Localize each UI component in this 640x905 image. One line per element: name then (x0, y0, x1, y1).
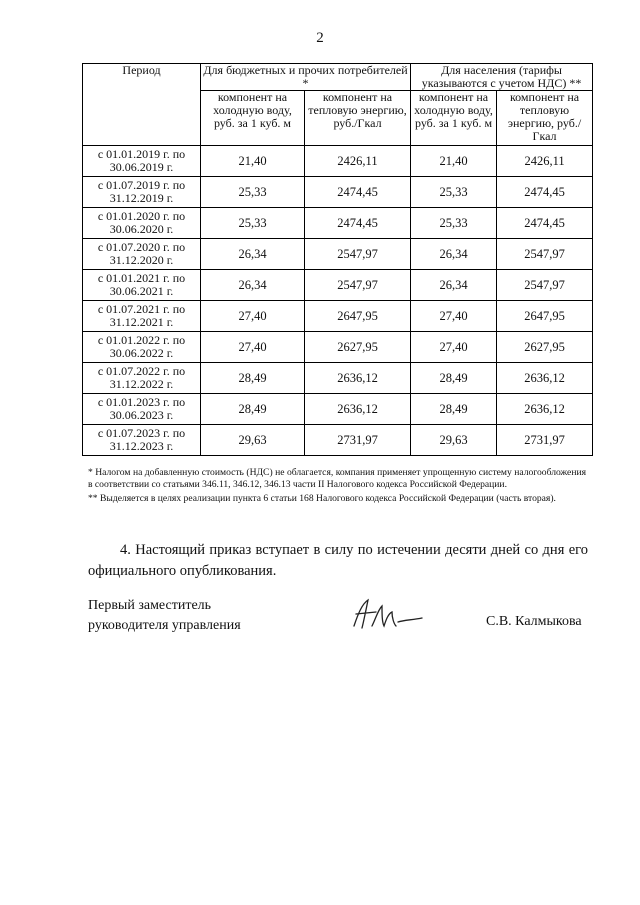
budget-cold-cell: 26,34 (201, 270, 305, 301)
footnote-vat-allocated: ** Выделяется в целях реализации пункта 6 статьи 168 Налогового кодекса Российской Федерации (часть вторая). (88, 493, 556, 504)
budget-heat-cell: 2474,45 (305, 208, 411, 239)
clause-4: 4. Настоящий приказ вступает в силу по истечении десяти дней со дня его официального опубликования. (88, 542, 588, 579)
budget-heat-cell: 2636,12 (305, 363, 411, 394)
population-cold-cell: 27,40 (411, 332, 497, 363)
table-row (83, 239, 593, 270)
signatory-title-line1: Первый заместитель (88, 598, 212, 613)
signatory-title (88, 596, 241, 636)
signatory-title-line2: руководителя управления (88, 618, 241, 633)
population-heat-cell: 2627,95 (497, 332, 593, 363)
header-population-heat-energy: компонент на тепловую энергию, руб./Гкал (497, 91, 593, 146)
period-cell: с 01.07.2022 г. по 31.12.2022 г. (83, 363, 201, 394)
budget-cold-cell: 28,49 (201, 363, 305, 394)
footnotes (88, 467, 586, 507)
population-cold-cell: 21,40 (411, 146, 497, 177)
period-cell: с 01.01.2023 г. по 30.06.2023 г. (83, 394, 201, 425)
signer-name: С.В. Калмыкова (486, 614, 582, 629)
population-heat-cell: 2647,95 (497, 301, 593, 332)
period-cell: с 01.01.2019 г. по 30.06.2019 г. (83, 146, 201, 177)
budget-heat-cell: 2426,11 (305, 146, 411, 177)
population-cold-cell: 29,63 (411, 425, 497, 456)
period-cell: с 01.07.2019 г. по 31.12.2019 г. (83, 177, 201, 208)
population-heat-cell: 2547,97 (497, 270, 593, 301)
population-cold-cell: 26,34 (411, 239, 497, 270)
budget-cold-cell: 29,63 (201, 425, 305, 456)
budget-heat-cell: 2731,97 (305, 425, 411, 456)
budget-heat-cell: 2474,45 (305, 177, 411, 208)
budget-heat-cell: 2647,95 (305, 301, 411, 332)
handwritten-signature-icon (348, 596, 428, 636)
tariff-table (82, 63, 593, 456)
table-row (83, 208, 593, 239)
budget-cold-cell: 25,33 (201, 208, 305, 239)
page-number: 2 (316, 30, 324, 46)
budget-heat-cell: 2636,12 (305, 394, 411, 425)
period-cell: с 01.07.2021 г. по 31.12.2021 г. (83, 301, 201, 332)
table-row (83, 146, 593, 177)
budget-heat-cell: 2627,95 (305, 332, 411, 363)
period-cell: с 01.01.2021 г. по 30.06.2021 г. (83, 270, 201, 301)
budget-cold-cell: 28,49 (201, 394, 305, 425)
population-cold-cell: 25,33 (411, 208, 497, 239)
budget-cold-cell: 26,34 (201, 239, 305, 270)
header-budget-cold-water: компонент на холодную воду, руб. за 1 куб. м (201, 91, 305, 146)
table-row (83, 332, 593, 363)
table-row (83, 425, 593, 456)
period-cell: с 01.07.2020 г. по 31.12.2020 г. (83, 239, 201, 270)
population-cold-cell: 26,34 (411, 270, 497, 301)
table-row (83, 301, 593, 332)
header-population: Для населения (тарифы указываются с учетом НДС) ** (411, 64, 593, 91)
period-cell: с 01.01.2022 г. по 30.06.2022 г. (83, 332, 201, 363)
budget-heat-cell: 2547,97 (305, 239, 411, 270)
period-cell: с 01.01.2020 г. по 30.06.2020 г. (83, 208, 201, 239)
budget-cold-cell: 27,40 (201, 332, 305, 363)
population-cold-cell: 28,49 (411, 363, 497, 394)
header-period: Период (83, 64, 201, 146)
population-heat-cell: 2636,12 (497, 394, 593, 425)
population-cold-cell: 28,49 (411, 394, 497, 425)
population-heat-cell: 2636,12 (497, 363, 593, 394)
population-heat-cell: 2474,45 (497, 208, 593, 239)
budget-heat-cell: 2547,97 (305, 270, 411, 301)
population-heat-cell: 2731,97 (497, 425, 593, 456)
table-row (83, 270, 593, 301)
population-heat-cell: 2474,45 (497, 177, 593, 208)
header-budget-heat-energy: компонент на тепловую энергию, руб./Гкал (305, 91, 411, 146)
header-budget-consumers: Для бюджетных и прочих потребителей * (201, 64, 411, 91)
table-row (83, 177, 593, 208)
budget-cold-cell: 25,33 (201, 177, 305, 208)
table-row (83, 363, 593, 394)
population-heat-cell: 2426,11 (497, 146, 593, 177)
table-row (83, 394, 593, 425)
population-cold-cell: 25,33 (411, 177, 497, 208)
population-heat-cell: 2547,97 (497, 239, 593, 270)
period-cell: с 01.07.2023 г. по 31.12.2023 г. (83, 425, 201, 456)
population-cold-cell: 27,40 (411, 301, 497, 332)
budget-cold-cell: 27,40 (201, 301, 305, 332)
budget-cold-cell: 21,40 (201, 146, 305, 177)
footnote-vat-exempt: * Налогом на добавленную стоимость (НДС) не облагается, компания применяет упрощенную систему налогообложения в соответствии со статьями 346.11, 346.12, 346.13 части II Налогового кодекса Российской Федерации. (88, 467, 586, 490)
header-population-cold-water: компонент на холодную воду, руб. за 1 куб. м (411, 91, 497, 146)
